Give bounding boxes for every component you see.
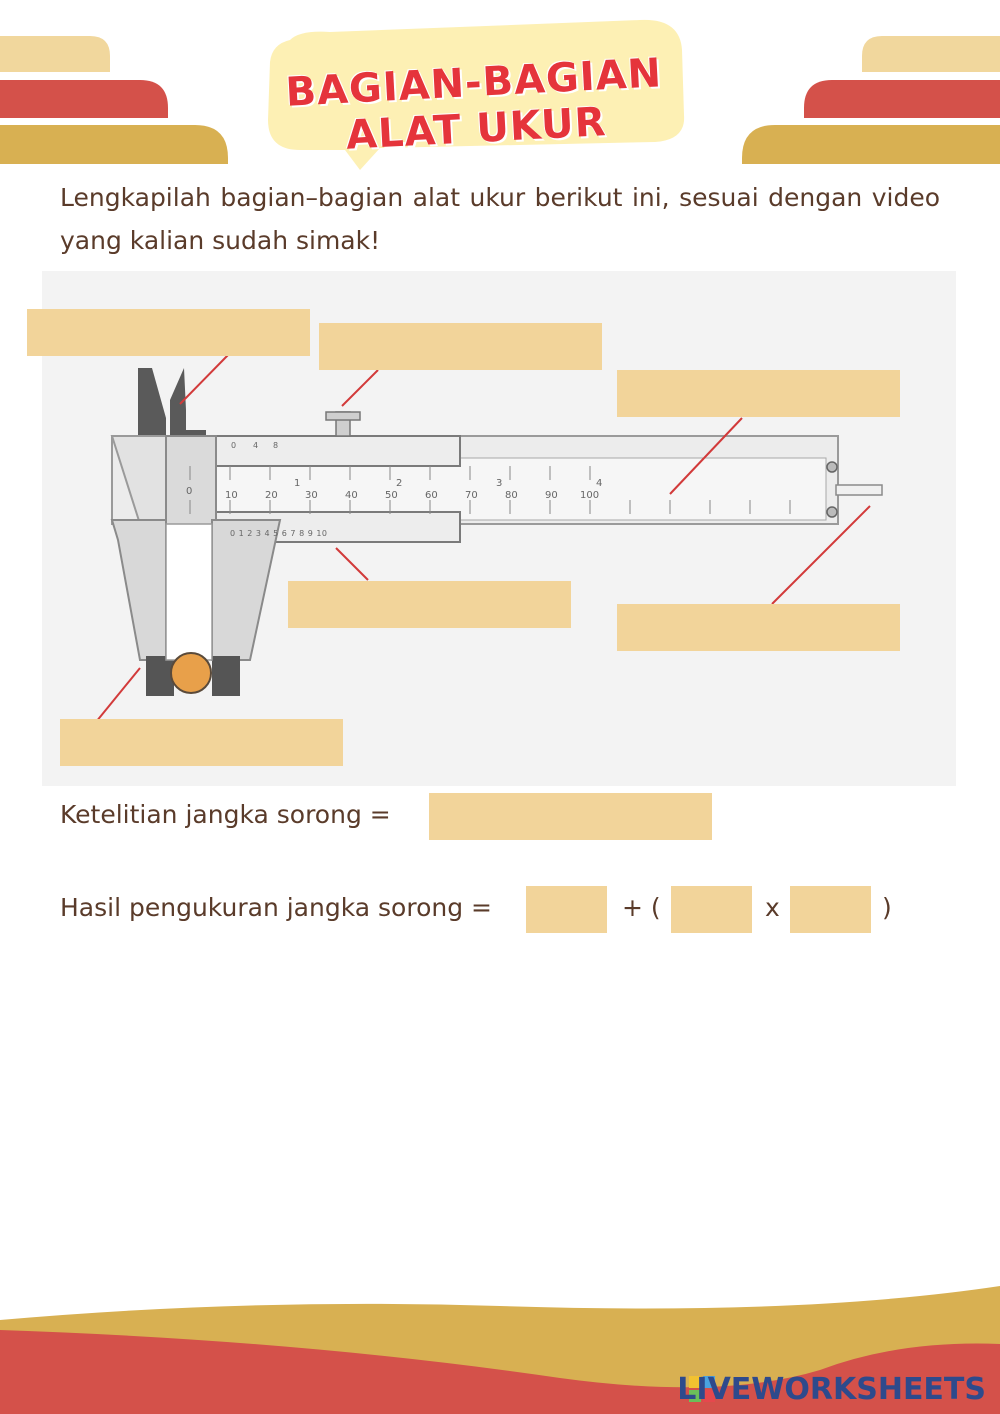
inch-tick-4: 4 — [596, 478, 603, 489]
main-tick-40: 40 — [345, 490, 358, 501]
precision-answer-field[interactable] — [429, 793, 712, 840]
answer-lock-screw[interactable] — [319, 323, 602, 370]
inch-tick-3: 3 — [496, 478, 503, 489]
inch-tick-2: 2 — [396, 478, 403, 489]
result-main-scale-field[interactable] — [526, 886, 607, 933]
answer-depth-rod[interactable] — [617, 604, 900, 651]
title-line-2: ALAT UKUR — [344, 99, 608, 159]
main-tick-60: 60 — [425, 490, 438, 501]
vernier-top-4: 4 — [253, 441, 259, 450]
main-tick-30: 30 — [305, 490, 318, 501]
answer-vernier-scale[interactable] — [288, 581, 571, 628]
result-vernier-field[interactable] — [671, 886, 752, 933]
answer-lower-jaw[interactable] — [60, 719, 343, 766]
main-tick-100: 100 — [580, 490, 600, 501]
answer-main-scale[interactable] — [617, 370, 900, 417]
precision-label: Ketelitian jangka sorong = — [60, 800, 391, 829]
main-tick-90: 90 — [545, 490, 558, 501]
main-tick-70: 70 — [465, 490, 478, 501]
title-line-1: BAGIAN-BAGIAN — [284, 50, 664, 116]
main-tick-50: 50 — [385, 490, 398, 501]
main-tick-20: 20 — [265, 490, 278, 501]
answer-upper-jaw-fixed[interactable] — [27, 309, 310, 356]
vernier-top-8: 8 — [273, 441, 279, 450]
instruction-text: Lengkapilah bagian–bagian alat ukur berikut ini, sesuai dengan video yang kalian sudah simak! — [60, 183, 940, 255]
plus-open-paren: + ( — [622, 893, 661, 922]
vernier-bottom-ticks: 0 1 2 3 4 5 6 7 8 9 10 — [230, 529, 328, 538]
close-paren: ) — [882, 893, 892, 922]
result-precision-field[interactable] — [790, 886, 871, 933]
main-tick-80: 80 — [505, 490, 518, 501]
result-label: Hasil pengukuran jangka sorong = — [60, 893, 492, 922]
liveworksheets-brand: LIVEWORKSHEETS — [677, 1372, 986, 1407]
vernier-top-0: 0 — [231, 441, 237, 450]
inch-tick-1: 1 — [294, 478, 301, 489]
main-tick-10: 10 — [225, 490, 238, 501]
times-sign: x — [765, 893, 780, 922]
main-tick-0: 0 — [186, 486, 193, 497]
